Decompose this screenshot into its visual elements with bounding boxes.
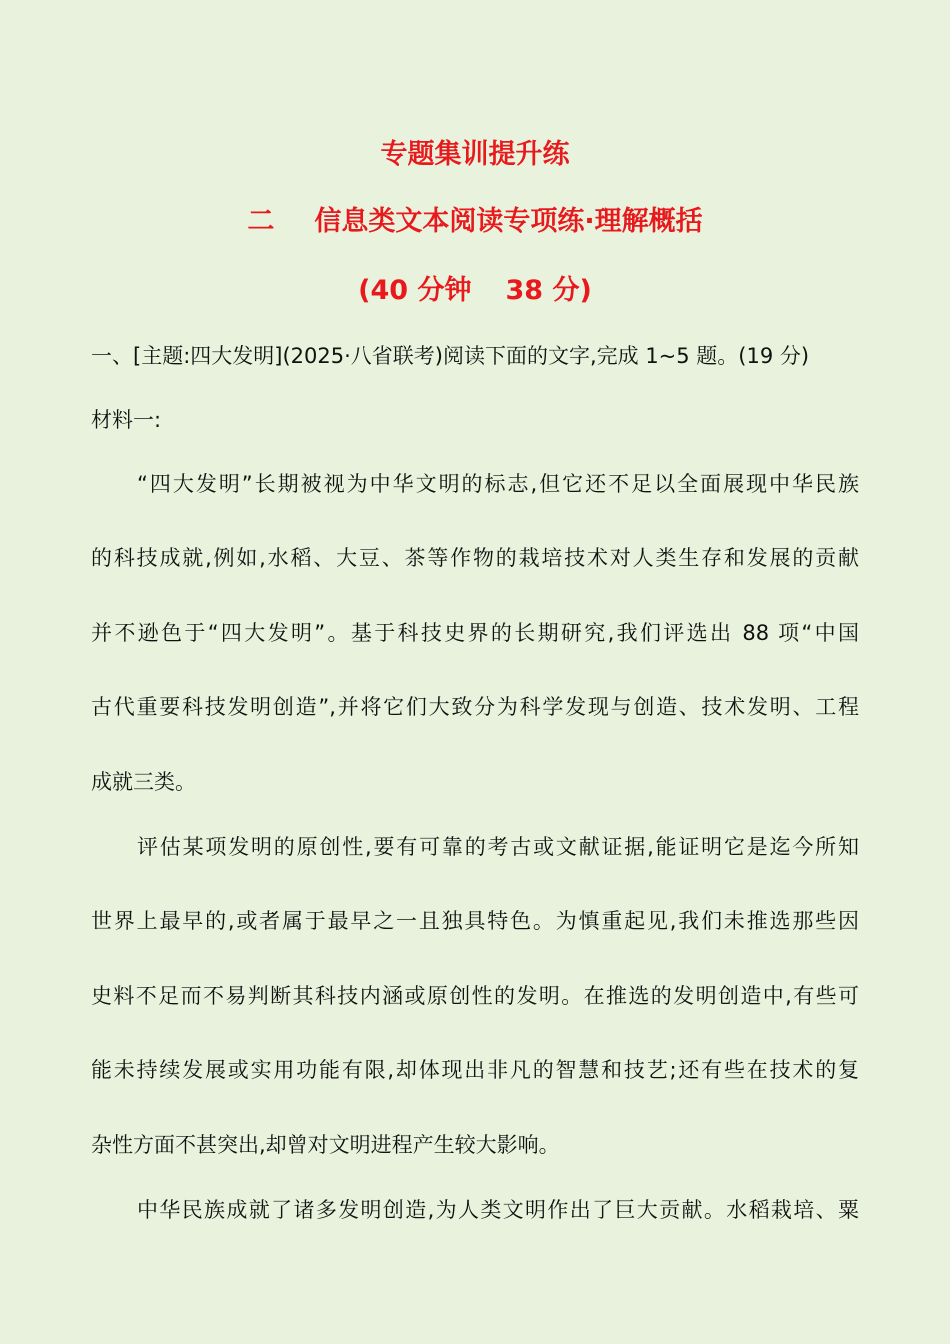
passage-line: 世界上最早的,或者属于最早之一且独具特色。为慎重起见,我们未推选那些因 [91,909,859,933]
material-label: 材料一: [91,408,162,432]
section-subtitle: 信息类文本阅读专项练·理解概括 [314,206,703,237]
passage-line: 的科技成就,例如,水稻、大豆、茶等作物的栽培技术对人类生存和发展的贡献 [91,546,859,570]
section-heading [0,199,950,238]
passage-line: 能未持续发展或实用功能有限,却体现出非凡的智慧和技艺;还有些在技术的复 [91,1058,859,1082]
question-prompt: 一、[主题:四大发明](2025·八省联考)阅读下面的文字,完成 1~5 题。(19 分) [91,344,810,368]
total-score: 38 分) [505,275,592,306]
passage-line: 史料不足而不易判断其科技内涵或原创性的发明。在推选的发明创造中,有些可 [91,984,859,1008]
time-score-line [0,268,950,307]
passage-line: 中华民族成就了诸多发明创造,为人类文明作出了巨大贡献。水稻栽培、粟 [137,1198,859,1222]
section-number: 二 [247,206,275,237]
passage-line: 古代重要科技发明创造”,并将它们大致分为科学发现与创造、技术发明、工程 [91,695,859,719]
passage-line: 并不逊色于“四大发明”。基于科技史界的长期研究,我们评选出 88 项“中国 [91,621,859,645]
passage-line: “四大发明”长期被视为中华文明的标志,但它还不足以全面展现中华民族 [137,472,859,496]
passage-line: 评估某项发明的原创性,要有可靠的考古或文献证据,能证明它是迄今所知 [137,835,859,859]
passage-line: 成就三类。 [91,770,196,794]
collection-title: 专题集训提升练 [380,139,570,170]
passage-line: 杂性方面不甚突出,却曾对文明进程产生较大影响。 [91,1133,560,1157]
time-limit: (40 分钟 [358,275,472,306]
